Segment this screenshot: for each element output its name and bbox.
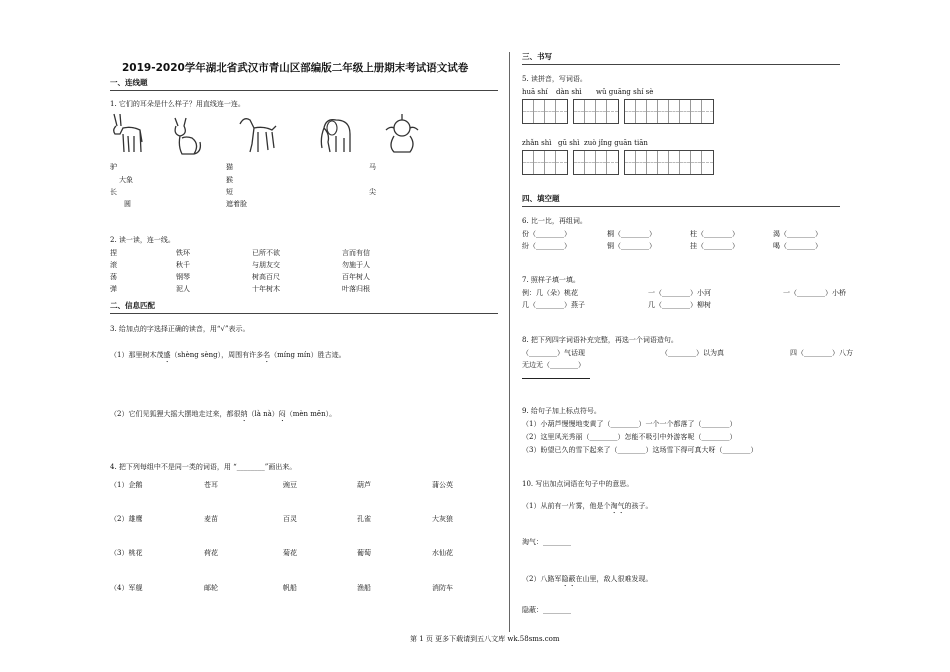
q2-cell: 叶落归根 (342, 285, 370, 293)
q4-cell: 葡萄 (357, 549, 371, 557)
q4-cell: 邮轮 (204, 584, 218, 592)
q2-cell: 泥人 (176, 285, 190, 293)
q7-cell: 几（________）燕子 (522, 301, 585, 309)
q8-cell: （________）气话现 (522, 349, 585, 357)
word-pointed: 尖 (369, 188, 376, 196)
question-10: 10. 写出加点词语在句子中的意思。 (522, 480, 634, 488)
q6-cell: 柱（________） (690, 230, 739, 238)
writing-grid-4[interactable] (522, 150, 568, 175)
q4-cell: 苍耳 (204, 481, 218, 489)
question-5: 5. 读拼音，写词语。 (522, 75, 587, 83)
q3-sentence-2 (110, 410, 336, 423)
section-heading-fill: 四、填空题 (522, 194, 560, 203)
q6-cell: 桐（________） (607, 230, 656, 238)
cat-image (170, 114, 204, 156)
section-rule (110, 313, 498, 314)
q8-cell: 四（________）八方 (790, 349, 853, 357)
q10-answer-2: 隐蔽：________ (522, 606, 571, 614)
page-footer: 第 1 页 更多下载请到五八文库 wk.58sms.com (410, 635, 560, 643)
q3-1-options-a: （shèng sèng），周围有许多 (170, 351, 264, 359)
word-donkey: 驴 (110, 163, 117, 171)
q8-cell: （________）以为真 (661, 349, 724, 357)
q4-cell: 水仙花 (432, 549, 453, 557)
q4-cell: 大灰狼 (432, 515, 453, 523)
q2-cell: 钢琴 (176, 273, 190, 281)
q9-row: （1）小葫芦慢慢地变黄了（________）一个一个都落了（________） (522, 420, 737, 428)
q10-1-text: （1）从前有一片雾，他是个 (522, 502, 611, 510)
pinyin-3: wǔ guāng shí sè (596, 88, 654, 96)
q10-2-text: （2）八路军 (522, 575, 562, 583)
q2-cell: 树高百尺 (252, 273, 280, 281)
q2-cell: 百年树人 (342, 273, 370, 281)
q3-1-options-b: （míng mín）胜古迹。 (270, 351, 346, 359)
q4-cell: （4）军舰 (110, 584, 143, 592)
q6-cell: 份（________） (522, 230, 571, 238)
q4-cell: （2）雄鹰 (110, 515, 143, 523)
section-heading-writing: 三、书写 (522, 52, 552, 61)
q7-cell: 几（________）柳树 (648, 301, 711, 309)
question-6: 6. 比一比，再组词。 (522, 217, 587, 225)
q2-cell: 荡 (110, 273, 117, 281)
q3-2-text: （2）它们见狐狸大摇大摆地走过来，都很 (110, 410, 241, 418)
q4-cell: 百灵 (283, 515, 297, 523)
q6-cell: 纷（________） (522, 242, 571, 250)
q6-cell: 喝（________） (773, 242, 822, 250)
pinyin-1: huā shí (522, 88, 548, 96)
monkey-image (384, 112, 420, 156)
q4-cell: 蒲公英 (432, 481, 453, 489)
section-rule (522, 206, 840, 207)
q7-cell: 一（________）小桥 (783, 289, 846, 297)
question-4: 4. 把下列每组中不是同一类的词语，用 “________”画出来。 (110, 463, 297, 471)
donkey-image (110, 112, 146, 156)
word-horse: 马 (369, 163, 376, 171)
pinyin-4: zhǎn shì (522, 139, 552, 147)
pinyin-2: dàn shì (556, 88, 582, 96)
q3-1-char-sheng: 盛 (163, 351, 171, 359)
section-heading-matching: 一、连线题 (110, 78, 148, 87)
q4-cell: 菊花 (283, 549, 297, 557)
q7-cell: 一（________）小河 (648, 289, 711, 297)
q8-cell: 无边无（________） (522, 361, 585, 369)
question-8: 8. 把下列四字词语补充完整，再选一个词语造句。 (522, 336, 678, 344)
q3-2-options-b: （mèn mēn）。 (285, 410, 337, 418)
q9-row: （3）盼望已久的雪下起来了（________）这场雪下得可真大呀（________） (522, 446, 758, 454)
q3-1-text: （1）那里树木茂 (110, 351, 164, 359)
q2-cell: 十年树木 (252, 285, 280, 293)
q10-1-text-end: 的孩子。 (624, 502, 653, 510)
word-cat: 猫 (226, 163, 233, 171)
q6-cell: 铜（________） (607, 242, 656, 250)
q4-cell: 麦苗 (204, 515, 218, 523)
word-long: 长 (110, 188, 117, 196)
q10-answer-1: 淘气：________ (522, 538, 571, 546)
q10-2-text-end: 在山里，敌人很难发现。 (575, 575, 653, 583)
q9-row: （2）这里风光秀丽（________）怎能不吸引中外游客呢（________） (522, 433, 737, 441)
elephant-image (316, 114, 356, 156)
writing-grid-3[interactable] (624, 99, 714, 124)
section-heading-info: 二、信息匹配 (110, 301, 155, 310)
writing-grid-1[interactable] (522, 99, 568, 124)
section-rule (522, 64, 840, 65)
column-divider (509, 52, 510, 632)
question-1: 1. 它们的耳朵是什么样子？用直线连一连。 (110, 100, 245, 108)
writing-grid-6[interactable] (624, 150, 714, 175)
q3-sentence-1 (110, 351, 346, 364)
q2-cell: 言而有信 (342, 249, 370, 257)
q3-2-options-a: （là nà） (247, 410, 279, 418)
q3-1-char-ming: 名 (263, 351, 271, 359)
q4-cell: 葫芦 (357, 481, 371, 489)
question-7: 7. 照样子填一填。 (522, 276, 580, 284)
q2-cell: 弹 (110, 285, 117, 293)
question-9: 9. 给句子加上标点符号。 (522, 407, 601, 415)
q4-cell: 帆船 (283, 584, 297, 592)
q4-cell: 豌豆 (283, 481, 297, 489)
section-rule (110, 90, 498, 91)
writing-grid-2[interactable] (573, 99, 619, 124)
q3-2-char-men: 闷 (278, 410, 286, 418)
q10-sentence-1 (522, 502, 652, 515)
q2-cell: 铁环 (176, 249, 190, 257)
q8-sentence-line[interactable] (522, 378, 590, 379)
word-elephant: 大象 (119, 176, 133, 184)
q4-cell: 孔雀 (357, 515, 371, 523)
word-round: 圆 (124, 200, 131, 208)
q4-cell: 渔船 (357, 584, 371, 592)
q4-cell: （1）企鹅 (110, 481, 143, 489)
q10-2-word: 隐蔽 (561, 575, 576, 583)
q2-cell: 已所不欲 (252, 249, 280, 257)
q2-cell: 与朋友交 (252, 261, 280, 269)
page-title: 2019-2020学年湖北省武汉市青山区部编版二年级上册期末考试语文试卷 (122, 62, 469, 74)
horse-image (236, 114, 280, 154)
q2-cell: 秋千 (176, 261, 190, 269)
question-3: 3. 给加点的字选择正确的读音，用“√”表示。 (110, 325, 250, 333)
q7-example: 例：几（朵）桃花 (522, 289, 578, 297)
q6-cell: 挂（________） (690, 242, 739, 250)
word-short: 短 (226, 188, 233, 196)
word-cover-face: 遮着脸 (226, 200, 247, 208)
q2-cell: 捏 (110, 249, 117, 257)
q10-1-word: 淘气 (610, 502, 625, 510)
q6-cell: 渴（________） (773, 230, 822, 238)
pinyin-5: gū shì (558, 139, 580, 147)
q2-cell: 滚 (110, 261, 117, 269)
q4-cell: 消防车 (432, 584, 453, 592)
writing-grid-5[interactable] (573, 150, 619, 175)
q2-cell: 勿施于人 (342, 261, 370, 269)
question-2: 2. 读一读，连一线。 (110, 236, 175, 244)
word-monkey: 猴 (226, 176, 233, 184)
q10-sentence-2 (522, 575, 652, 588)
pinyin-6: zuò jǐng guān tiān (584, 139, 648, 147)
q3-2-char-na: 纳 (240, 410, 248, 418)
q4-cell: 荷花 (204, 549, 218, 557)
q4-cell: （3）桃花 (110, 549, 143, 557)
